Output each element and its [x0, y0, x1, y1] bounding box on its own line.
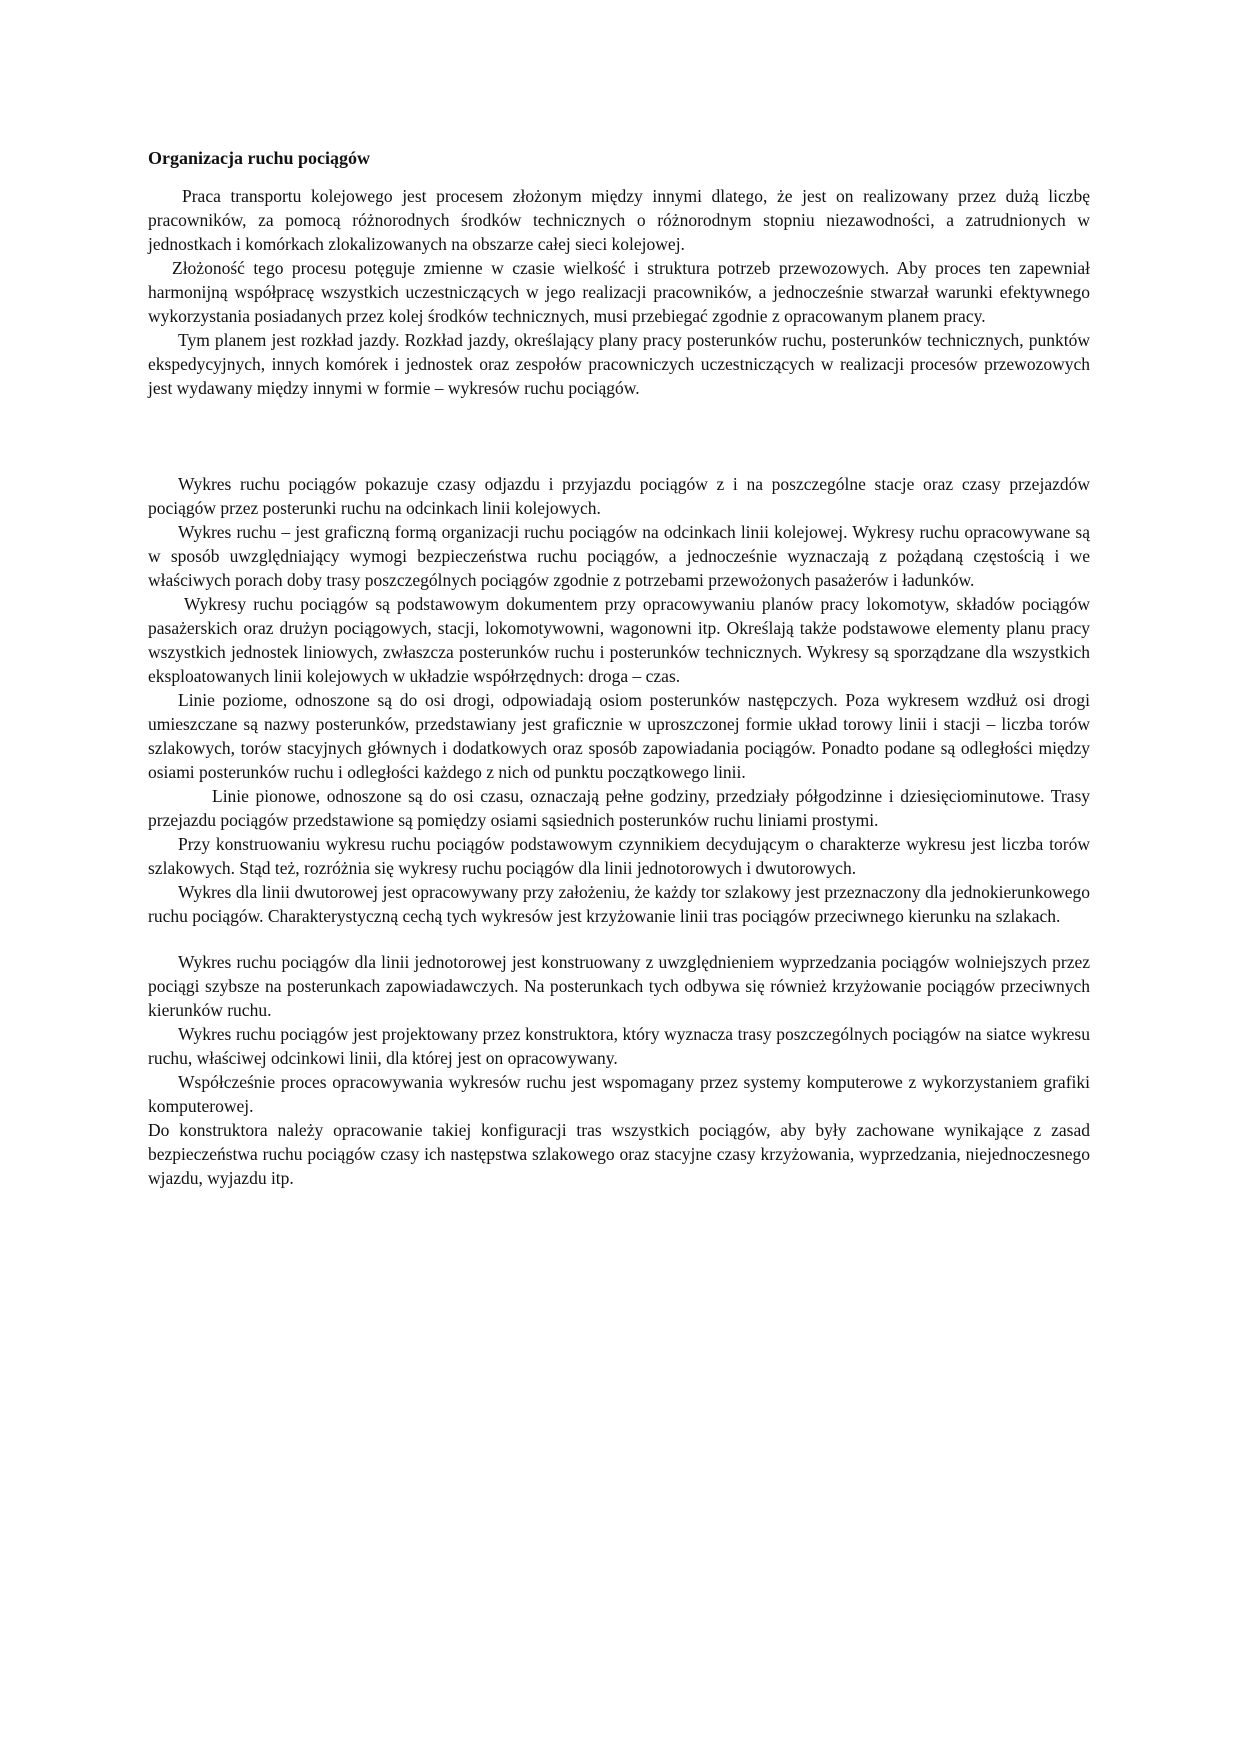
paragraph: Linie poziome, odnoszone są do osi drogi, odpowiadają osiom posterunków następczych. Poza wykresem wzdłuż osi drogi umieszczane są nazwy posterunków, przedstawiany jest graficznie w uproszczonej formie układ torowy linii i stacji – liczba torów szlakowych, torów stacyjnych głównych i dodatkowych oraz sposób zapowiadania pociągów. Ponadto podane są odległości między osiami posterunków ruchu i odległości każdego z nich od punktu początkowego linii. — [148, 690, 1090, 782]
paragraph: Tym planem jest rozkład jazdy. Rozkład jazdy, określający plany pracy posterunków ruchu, posterunków technicznych, punktów ekspedycyjnych, innych komórek i jednostek oraz zespołów pracowniczych uczestniczących w realizacji procesów przewozowych jest wydawany między innymi w formie – wykresów ruchu pociągów. — [148, 330, 1090, 398]
paragraph: Praca transportu kolejowego jest procesem złożonym między innymi dlatego, że jest on realizowany przez dużą liczbę pracowników, za pomocą różnorodnych środków technicznych o różnorodnym stopniu niezawodności, a zatrudnionych w jednostkach i komórkach zlokalizowanych na obszarze całej sieci kolejowej. — [148, 186, 1090, 254]
paragraph: Wykres dla linii dwutorowej jest opracowywany przy założeniu, że każdy tor szlakowy jest przeznaczony dla jednokierunkowego ruchu pociągów. Charakterystyczną cechą tych wykresów jest krzyżowanie linii tras pociągów przeciwnego kierunku na szlakach. — [148, 882, 1090, 926]
paragraph: Przy konstruowaniu wykresu ruchu pociągów podstawowym czynnikiem decydującym o charakterze wykresu jest liczba torów szlakowych. Stąd też, rozróżnia się wykresy ruchu pociągów dla linii jednotorowych i dwutorowych. — [148, 834, 1090, 878]
document-page — [148, 146, 1090, 1190]
paragraph: Wykres ruchu pociągów dla linii jednotorowej jest konstruowany z uwzględnieniem wyprzedzania pociągów wolniejszych przez pociągi szybsze na posterunkach zapowiadawczych. Na posterunkach tych odbywa się również krzyżowanie pociągów przeciwnych kierunków ruchu. — [148, 952, 1090, 1020]
paragraph: Linie pionowe, odnoszone są do osi czasu, oznaczają pełne godziny, przedziały półgodzinne i dziesięciominutowe. Trasy przejazdu pociągów przedstawione są pomiędzy osiami sąsiednich posterunków ruchu liniami prostymi. — [148, 786, 1090, 830]
paragraph: Wykresy ruchu pociągów są podstawowym dokumentem przy opracowywaniu planów pracy lokomotyw, składów pociągów pasażerskich oraz drużyn pociągowych, stacji, lokomotywowni, wagonowni itp. Określają także podstawowe elementy planu pracy wszystkich jednostek liniowych, zwłaszcza posterunków ruchu i posterunków technicznych. Wykresy są sporządzane dla wszystkich eksploatowanych linii kolejowych w układzie współrzędnych: droga – czas. — [148, 594, 1090, 686]
paragraph: Współcześnie proces opracowywania wykresów ruchu jest wspomagany przez systemy komputerowe z wykorzystaniem grafiki komputerowej. — [148, 1072, 1090, 1116]
paragraph-gap — [148, 400, 1090, 472]
paragraph: Złożoność tego procesu potęguje zmienne w czasie wielkość i struktura potrzeb przewozowych. Aby proces ten zapewniał harmonijną współpracę wszystkich uczestniczących w jego realizacji pracowników, a jednocześnie stwarzał warunki efektywnego wykorzystania posiadanych przez kolej środków technicznych, musi przebiegać zgodnie z opracowanym planem pracy. — [148, 258, 1090, 326]
document-title: Organizacja ruchu pociągów — [148, 148, 370, 168]
paragraph: Wykres ruchu pociągów pokazuje czasy odjazdu i przyjazdu pociągów z i na poszczególne stacje oraz czasy przejazdów pociągów przez posterunki ruchu na odcinkach linii kolejowych. — [148, 474, 1090, 518]
paragraph: Wykres ruchu pociągów jest projektowany przez konstruktora, który wyznacza trasy poszczególnych pociągów na siatce wykresu ruchu, właściwej odcinkowi linii, dla której jest on opracowywany. — [148, 1024, 1090, 1068]
paragraph: Do konstruktora należy opracowanie takiej konfiguracji tras wszystkich pociągów, aby były zachowane wynikające z zasad bezpieczeństwa ruchu pociągów czasy ich następstwa szlakowego oraz stacyjne czasy krzyżowania, wyprzedzania, niejednoczesnego wjazdu, wyjazdu itp. — [148, 1120, 1090, 1188]
paragraph-gap — [148, 928, 1090, 950]
paragraph: Wykres ruchu – jest graficzną formą organizacji ruchu pociągów na odcinkach linii kolejowej. Wykresy ruchu opracowywane są w sposób uwzględniający wymogi bezpieczeństwa ruchu pociągów, a jednocześnie wyznaczają z pożądaną częstością i we właściwych porach doby trasy poszczególnych pociągów zgodnie z potrzebami przewożonych pasażerów i ładunków. — [148, 522, 1090, 590]
